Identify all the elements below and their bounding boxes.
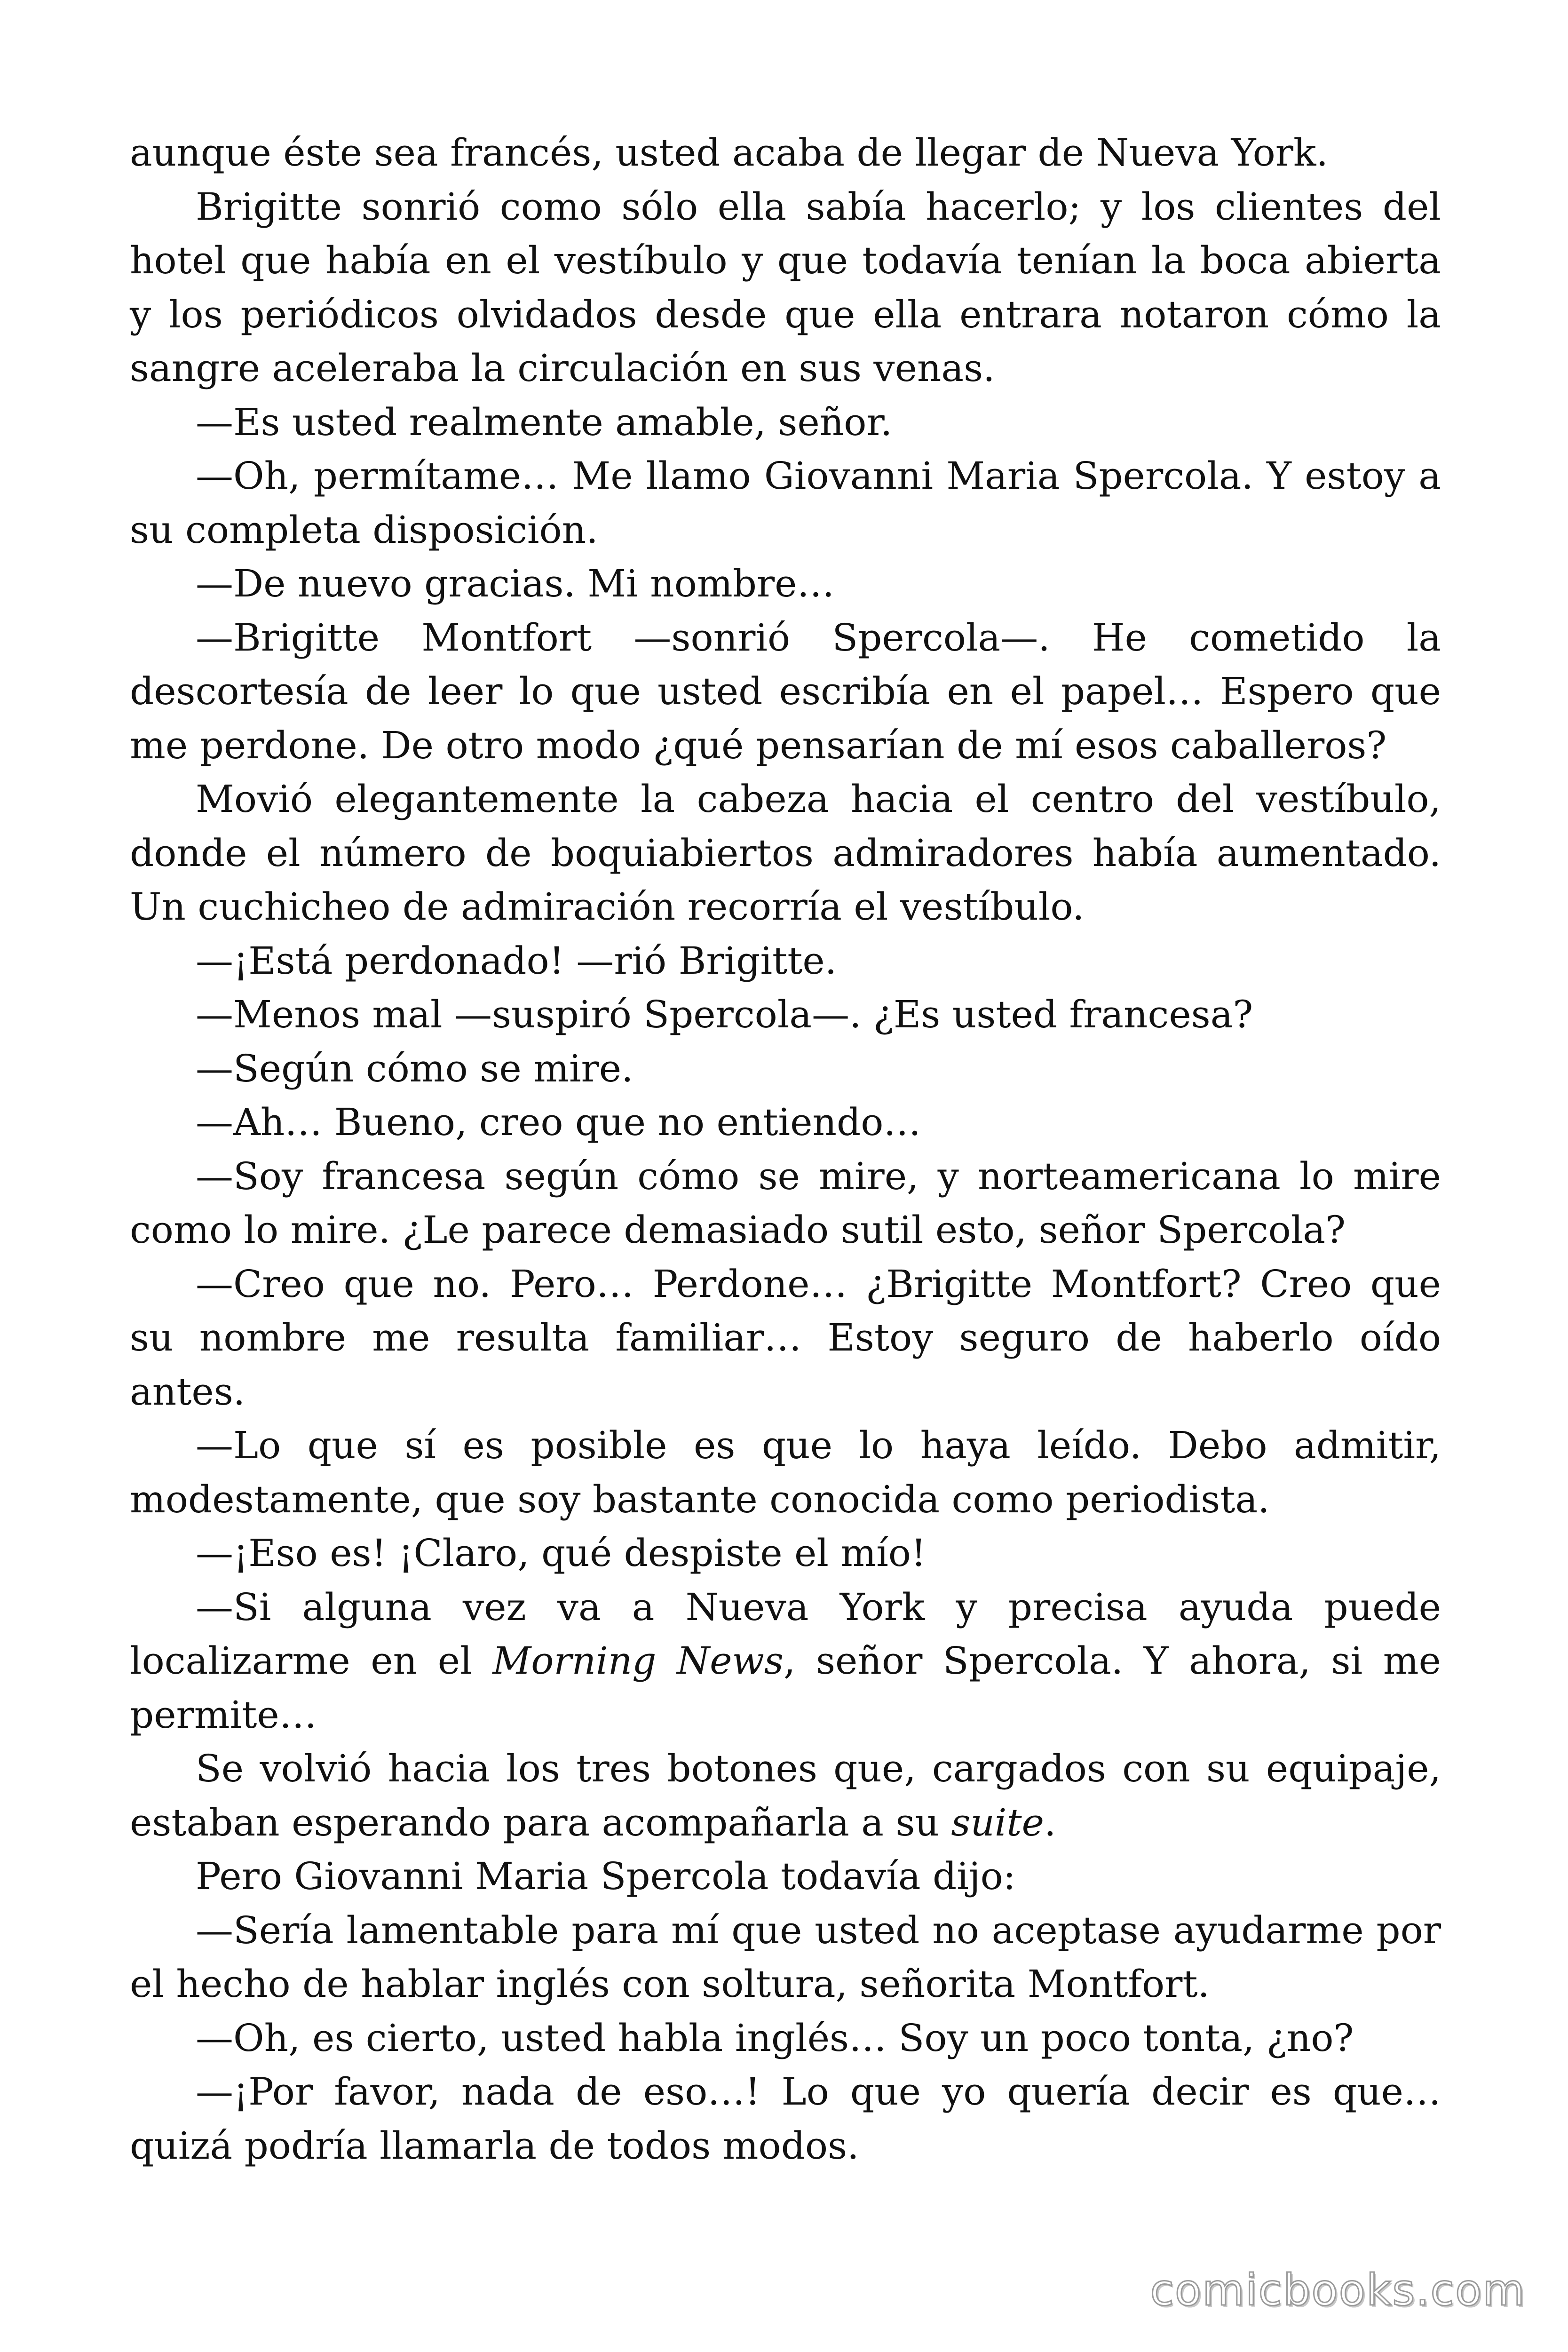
paragraph-16-text-after: , señor Spercola. Y ahora, si me permite… <box>130 1639 1441 1737</box>
paragraph-5: —De nuevo gracias. Mi nombre… <box>196 562 835 605</box>
paragraph-14: —Lo que sí es posible es que lo haya leído. Debo admitir, modestamente, que soy bastante conocida como periodista. <box>130 1423 1441 1521</box>
paragraph-19: —Sería lamentable para mí que usted no aceptase ayudarme por el hecho de hablar inglés con soltura, señorita Montfort. <box>130 1908 1441 2006</box>
paragraph-16-text-before: —Si alguna vez va a Nueva York y precisa ayuda puede localizarme en el <box>130 1585 1441 1683</box>
paragraph-8: —¡Está perdonado! —rió Brigitte. <box>196 938 837 983</box>
paragraph-20: —Oh, es cierto, usted habla inglés… Soy un poco tonta, ¿no? <box>196 2016 1354 2060</box>
paragraph-17-text-before: Se volvió hacia los tres botones que, cargados con su equipaje, estaban esperando para acompañarla a su <box>130 1747 1441 1844</box>
italic-word-suite: suite <box>951 1800 1044 1844</box>
paragraph-17 <box>130 1742 1441 1850</box>
paragraph-11: —Ah… Bueno, creo que no entiendo… <box>196 1100 921 1144</box>
paragraph-21: —¡Por favor, nada de eso…! Lo que yo quería decir es que… quizá podría llamarla de todos modos. <box>130 2070 1441 2168</box>
paragraph-15: —¡Eso es! ¡Claro, qué despiste el mío! <box>196 1531 927 1575</box>
paragraph-7: Movió elegantemente la cabeza hacia el centro del vestíbulo, donde el número de boquiabiertos admiradores había aumentado. Un cuchicheo de admiración recorría el vestíbulo. <box>130 777 1441 929</box>
paragraph-16 <box>130 1581 1441 1742</box>
newspaper-title: Morning News <box>492 1639 784 1683</box>
paragraph-3: —Es usted realmente amable, señor. <box>196 400 893 444</box>
paragraph-12: —Soy francesa según cómo se mire, y norteamericana lo mire como lo mire. ¿Le parece demasiado sutil esto, señor Spercola? <box>130 1154 1441 1252</box>
paragraph-10: —Según cómo se mire. <box>196 1046 634 1090</box>
paragraph-4: —Oh, permítame… Me llamo Giovanni Maria Spercola. Y estoy a su completa disposición. <box>130 454 1441 552</box>
paragraph-1: aunque éste sea francés, usted acaba de llegar de Nueva York. <box>130 131 1328 175</box>
paragraph-18: Pero Giovanni Maria Spercola todavía dijo: <box>196 1854 1016 1898</box>
paragraph-6: —Brigitte Montfort —sonrió Spercola—. He cometido la descortesía de leer lo que usted escribía en el papel… Espero que me perdone. De otro modo ¿qué pensarían de mí esos caballeros? <box>130 615 1441 767</box>
paragraph-9: —Menos mal —suspiró Spercola—. ¿Es usted francesa? <box>196 993 1253 1036</box>
paragraph-2: Brigitte sonrió como sólo ella sabía hacerlo; y los clientes del hotel que había en el vestíbulo y que todavía tenían la boca abierta y los periódicos olvidados desde que ella entrara notaron cómo la sangre aceleraba la circulación en sus venas. <box>130 184 1441 390</box>
watermark: comicbooks.com <box>1150 2265 1526 2315</box>
page-text <box>130 126 1441 2173</box>
paragraph-13: —Creo que no. Pero… Perdone… ¿Brigitte Montfort? Creo que su nombre me resulta familiar… Estoy seguro de haberlo oído antes. <box>130 1262 1441 1414</box>
paragraph-17-text-after: . <box>1044 1800 1056 1844</box>
